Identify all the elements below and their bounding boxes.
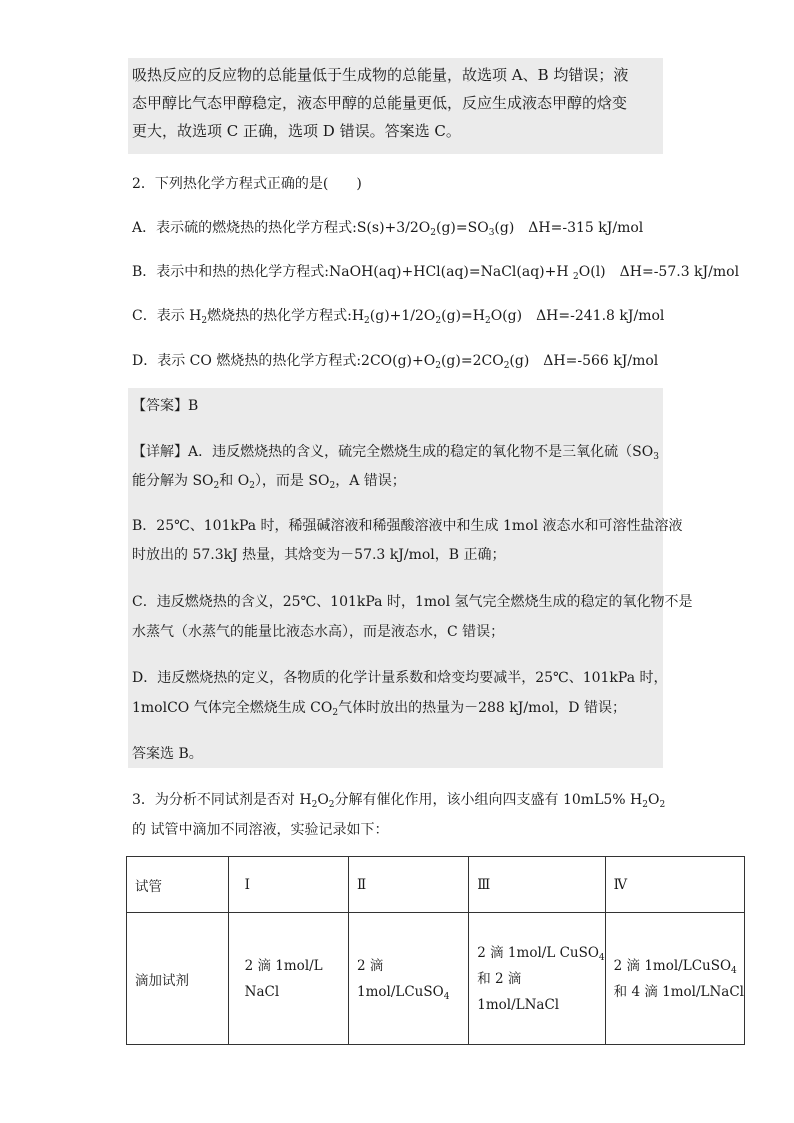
detail-a-line2: 能分解为 $SO_2$和 $O_2$），而是 $SO_2$，A 错误； <box>132 473 406 491</box>
detail-c-line1: C．违反燃烧热的含义，25℃、101kPa 时，1mol 氢气完全燃烧生成的稳定的氧化物不是 <box>132 594 693 610</box>
detail-d-line1: D．违反燃烧热的定义，各物质的化学计量系数和焓变均要减半，25℃、101kPa 时， <box>132 670 668 686</box>
explanation-line: 态甲醇比气态甲醇稳定，液态甲醇的总能量更低，反应生成液态甲醇的焓变 <box>132 94 628 112</box>
table-row <box>127 913 745 1045</box>
option-c: C．表示 $H_2$燃烧热的热化学方程式$:H_2(g)+1/2O_2(g)=H_2O(g)$ ΔH=-241.8 kJ/mol <box>132 308 665 326</box>
explanation-line: 更大，故选项 C 正确，选项 D 错误。答案选 C。 <box>132 122 461 140</box>
detail-c-line2: 水蒸气（水蒸气的能量比液态水高），而是液态水，C 错误； <box>132 624 505 640</box>
answer-label: 【答案】B <box>132 398 199 414</box>
table-cell: 2 滴 1mol/LCuSO$_4$ <box>348 913 468 1045</box>
detail-b-line2: 时放出的 57.3kJ 热量，其焓变为－57.3 kJ/mol，B 正确； <box>132 547 506 563</box>
option-d: D．表示 CO 燃烧热的热化学方程式$:2CO(g)+O_2(g)=2CO_2(g)$ ΔH=-566 kJ/mol <box>132 353 659 371</box>
question-3-stem-line1: 3．为分析不同试剂是否对 $H_2O_2$分解有催化作用，该小组向四支盛有 10mL5% $H_2O_2$ <box>132 792 666 810</box>
table-cell: 2 滴 1mol/LCuSO$_4$ 和 4 滴 1mol/LNaCl <box>605 913 744 1045</box>
option-b: B．表示中和热的热化学方程式:NaOH(aq)+HCl(aq)=NaCl(aq)+H $_2$O(l) ΔH=-57.3 kJ/mol <box>132 264 740 282</box>
detail-conclusion: 答案选 B。 <box>132 746 203 762</box>
table-header-cell: Ⅲ <box>469 857 605 913</box>
table-header-row <box>127 857 745 913</box>
detail-a-line1: 【详解】A．违反燃烧热的含义，硫完全燃烧生成的稳定的氧化物不是三氧化硫（$SO_3$ <box>132 444 659 462</box>
detail-b-line1: B．25℃、101kPa 时，稀强碱溶液和稀强酸溶液中和生成 1mol 液态水和可溶性盐溶液 <box>132 518 683 534</box>
explanation-line: 吸热反应的反应物的总能量低于生成物的总能量，故选项 A、B 均错误；液 <box>132 66 629 84</box>
table-cell: 2 滴 1mol/L NaCl <box>228 913 348 1045</box>
table-header-cell: Ⅰ <box>228 857 348 913</box>
table-header-cell: Ⅱ <box>348 857 468 913</box>
detail-d-line2: 1molCO 气体完全燃烧生成 $CO_2$气体时放出的热量为－288 kJ/mol，D 错误； <box>132 700 626 718</box>
option-a: A．表示硫的燃烧热的热化学方程式$:S(s)+3/2O_2(g)=SO_3(g)$ ΔH=-315 kJ/mol <box>132 220 644 238</box>
table-header-cell: Ⅳ <box>605 857 744 913</box>
table-row-label: 滴加试剂 <box>127 913 229 1045</box>
question-3-stem-line2: 的 试管中滴加不同溶液，实验记录如下： <box>132 822 389 838</box>
table-header-cell: 试管 <box>127 857 229 913</box>
experiment-table <box>126 856 745 1045</box>
question-2-stem: 2．下列热化学方程式正确的是( ) <box>132 176 362 192</box>
table-cell: 2 滴 1mol/L CuSO$_4$ 和 2 滴 1mol/LNaCl <box>469 913 605 1045</box>
